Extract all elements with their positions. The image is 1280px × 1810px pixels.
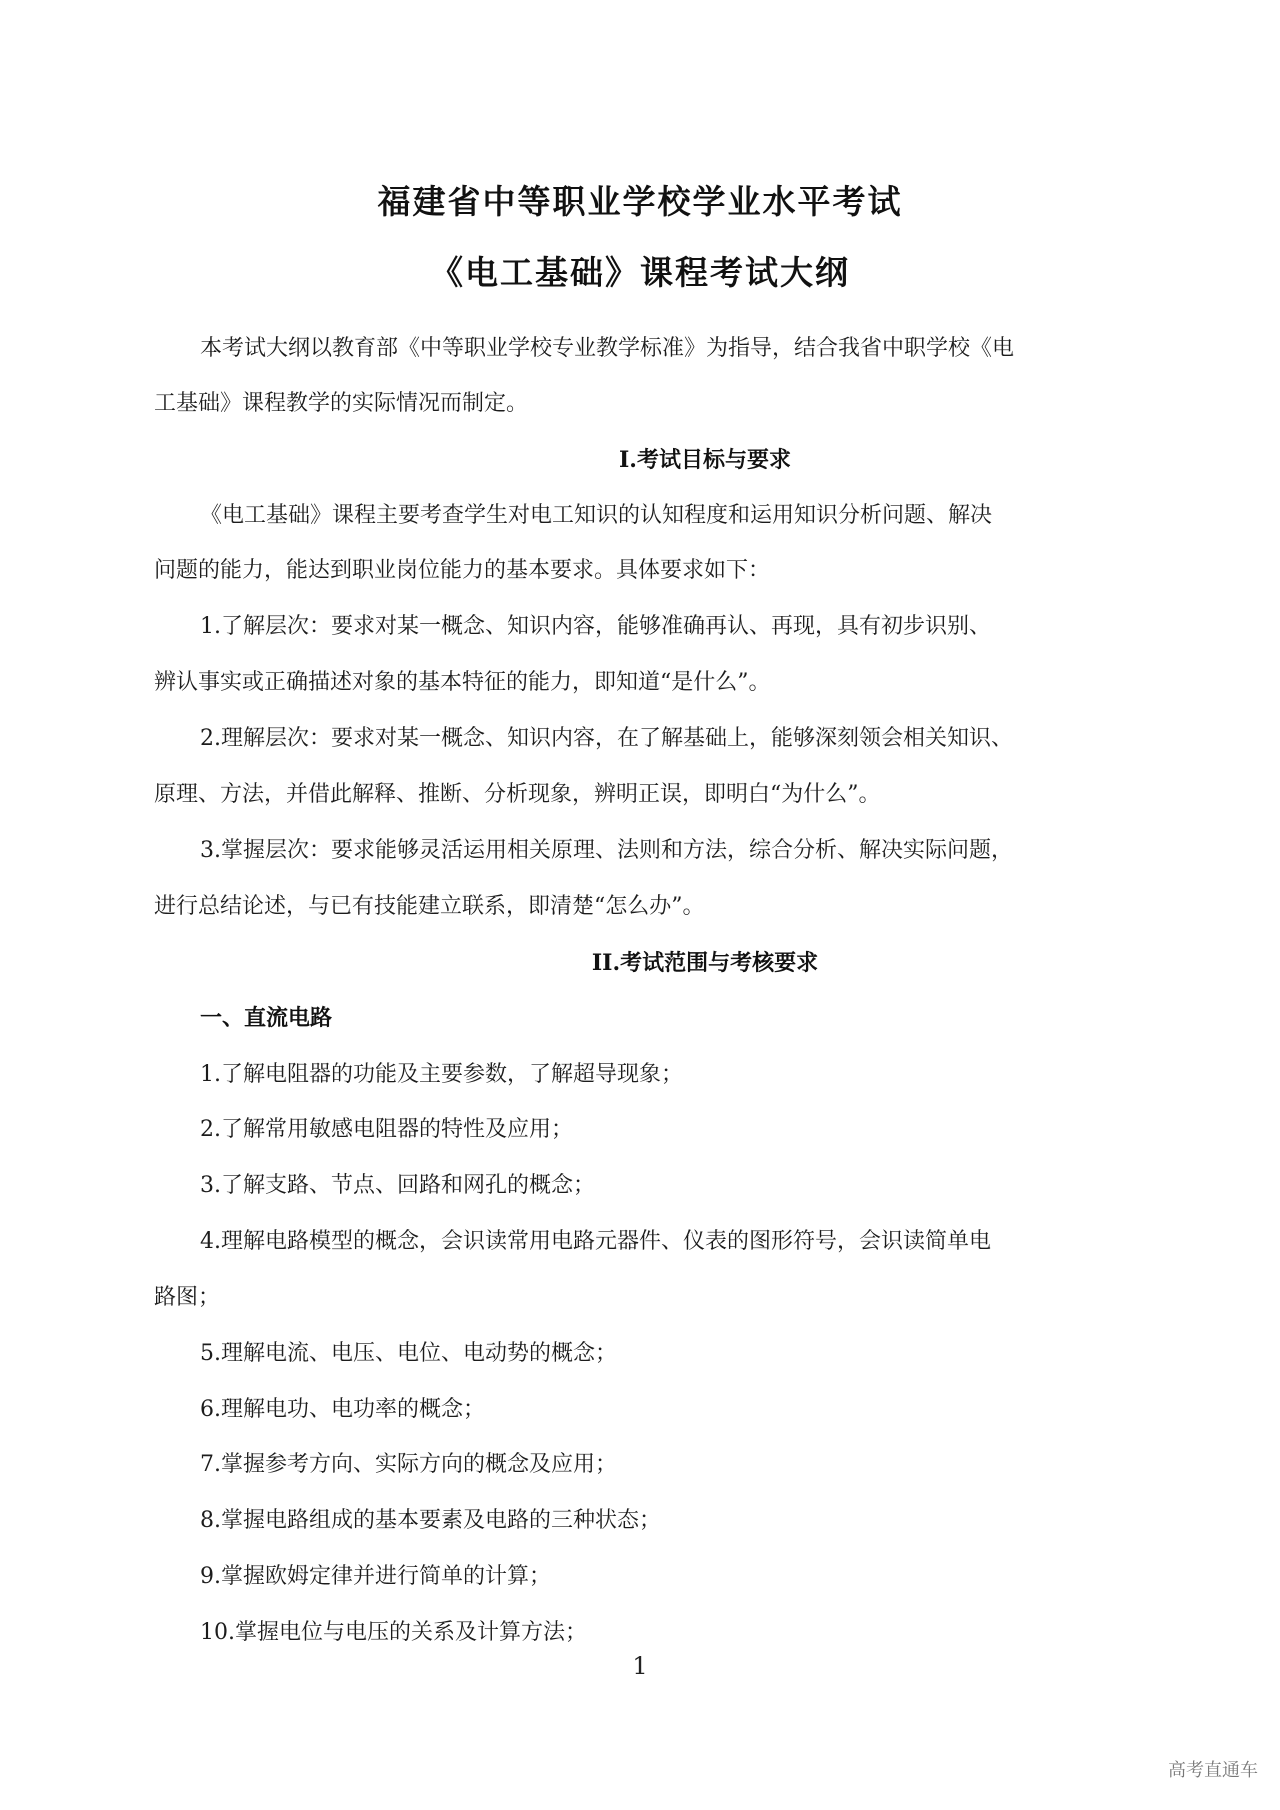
list-item-7: 7.掌握参考方向、实际方向的概念及应用； (200, 1452, 617, 1477)
intro-line-2: 工基础》课程教学的实际情况而制定。 (154, 391, 529, 416)
page-number: 1 (632, 1652, 648, 1680)
watermark-text: 高考直通车 (1168, 1760, 1258, 1781)
document-title-line2: 《电工基础》课程考试大纲 (430, 253, 850, 292)
list-item-5: 5.理解电流、电压、电位、电动势的概念； (200, 1341, 617, 1366)
subsection-title: 一、直流电路 (200, 1006, 333, 1031)
section1-heading: I.考试目标与要求 (619, 447, 791, 473)
list-item-9: 9.掌握欧姆定律并进行简单的计算； (200, 1564, 551, 1589)
list-item-4-line-1: 4.理解电路模型的概念，会识读常用电路元器件、仪表的图形符号，会识读简单电 (200, 1229, 991, 1254)
list-item-2: 2.了解常用敏感电阻器的特性及应用； (200, 1117, 573, 1142)
level2-line-1: 2.理解层次：要求对某一概念、知识内容，在了解基础上，能够深刻领会相关知识、 (200, 726, 1013, 751)
list-item-8: 8.掌握电路组成的基本要素及电路的三种状态； (200, 1508, 661, 1533)
section2-heading: II.考试范围与考核要求 (591, 950, 819, 976)
section1-paragraph-line-2: 问题的能力，能达到职业岗位能力的基本要求。具体要求如下： (154, 558, 771, 583)
level3-line-1: 3.掌握层次：要求能够灵活运用相关原理、法则和方法，综合分析、解决实际问题， (200, 838, 1013, 863)
level1-line-2: 辨认事实或正确描述对象的基本特征的能力，即知道“是什么”。 (154, 670, 771, 695)
list-item-1: 1.了解电阻器的功能及主要参数，了解超导现象； (200, 1062, 683, 1087)
document-title-line1: 福建省中等职业学校学业水平考试 (377, 182, 903, 221)
list-item-4-line-2: 路图； (154, 1285, 221, 1310)
section1-paragraph-line-1: 《电工基础》课程主要考查学生对电工知识的认知程度和运用知识分析问题、解决 (200, 503, 993, 528)
level3-line-2: 进行总结论述，与已有技能建立联系，即清楚“怎么办”。 (154, 894, 705, 919)
level1-line-1: 1.了解层次：要求对某一概念、知识内容，能够准确再认、再现，具有初步识别、 (200, 614, 991, 639)
list-item-6: 6.理解电功、电功率的概念； (200, 1397, 485, 1422)
list-item-3: 3.了解支路、节点、回路和网孔的概念； (200, 1173, 595, 1198)
intro-line-1: 本考试大纲以教育部《中等职业学校专业教学标准》为指导，结合我省中职学校《电 (200, 336, 1015, 361)
level2-line-2: 原理、方法，并借此解释、推断、分析现象，辨明正误，即明白“为什么”。 (154, 782, 881, 807)
list-item-10: 10.掌握电位与电压的关系及计算方法； (200, 1620, 587, 1645)
